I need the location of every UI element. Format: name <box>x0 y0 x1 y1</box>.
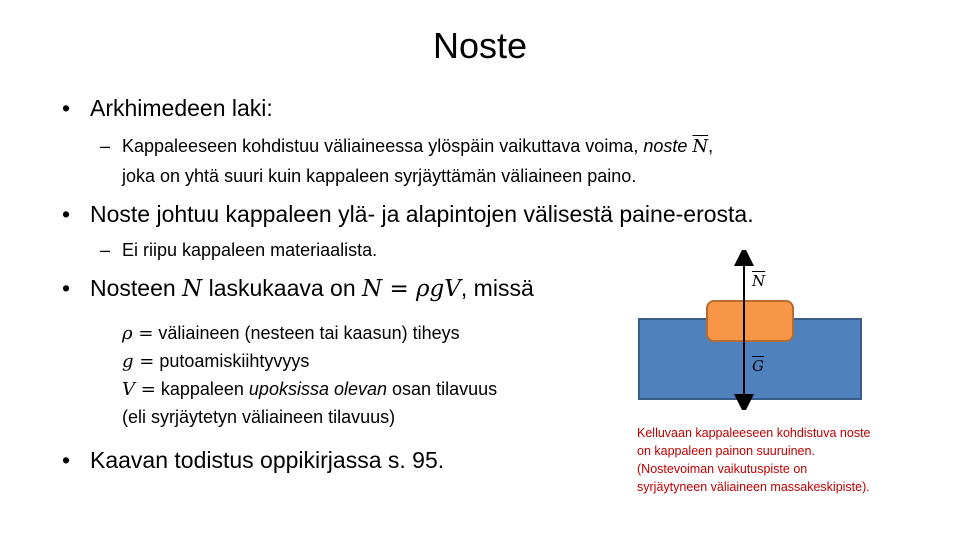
equals-sign: = <box>133 351 155 372</box>
sub-text-emphasis: noste <box>643 136 688 156</box>
diagram-caption <box>637 424 937 496</box>
n-symbol: N <box>182 276 203 302</box>
bullet-text: Noste johtuu kappaleen ylä- ja alapintojen välisestä paine-erosta. <box>90 201 754 227</box>
vector-n-symbol: $\overline{N}$ <box>692 136 709 157</box>
definition-text: putoamiskiihtyvyys <box>159 351 310 371</box>
definition-emphasis: upoksissa olevan <box>248 379 388 399</box>
bullet-text: Kaavan todistus oppikirjassa s. 95. <box>90 447 445 473</box>
definition-rho <box>122 320 460 347</box>
bullet-dot: • <box>62 95 71 121</box>
rho-symbol: ρ <box>122 323 133 344</box>
bullet-dot: • <box>62 447 71 473</box>
definition-text: väliaineen (nesteen tai kaasun) tiheys <box>158 323 460 343</box>
equals-sign: = <box>135 379 156 400</box>
bullet-text-suffix: , missä <box>460 275 534 301</box>
definition-note <box>122 404 395 430</box>
bullet-text: laskukaava on <box>208 275 356 301</box>
buoyancy-formula: N = ρgV <box>362 276 461 302</box>
buoyancy-label: $\overline{N}$ <box>752 272 766 290</box>
bullet-text: Nosteen <box>90 275 176 301</box>
slide-title: Noste <box>432 25 528 66</box>
bullet-dot: • <box>62 275 71 301</box>
caption-line: on kappaleen painon suuruinen. <box>637 444 815 458</box>
definition-text: (eli syrjäytetyn väliaineen tilavuus) <box>122 407 396 427</box>
sub-text: joka on yhtä suuri kuin kappaleen syrjäyttämän väliaineen paino. <box>122 166 637 186</box>
weight-label: $\overline{G}$ <box>752 357 764 375</box>
bullet-dot: • <box>62 201 71 227</box>
dash: – <box>100 240 111 260</box>
sub-text-comma: , <box>708 136 714 156</box>
definition-text: kappaleen <box>160 379 244 399</box>
equals-sign: = <box>132 323 154 344</box>
force-arrows <box>720 250 780 410</box>
v-symbol: V <box>122 379 135 400</box>
sub-text: Ei riipu kappaleen materiaalista. <box>122 240 378 260</box>
definition-g <box>122 348 309 375</box>
definition-v <box>122 376 497 403</box>
sub-text: Kappaleeseen kohdistuu väliaineessa ylöspäin vaikuttava voima, <box>122 136 639 156</box>
caption-line: syrjäytyneen väliaineen massakeskipiste). <box>637 480 870 494</box>
g-symbol: g <box>122 351 134 372</box>
caption-line: Kelluvaan kappaleeseen kohdistuva noste <box>637 426 871 440</box>
dash: – <box>100 136 111 156</box>
definition-text: osan tilavuus <box>392 379 498 399</box>
caption-line: (Nostevoiman vaikutuspiste on <box>637 462 808 476</box>
bullet-text: Arkhimedeen laki: <box>90 95 273 121</box>
